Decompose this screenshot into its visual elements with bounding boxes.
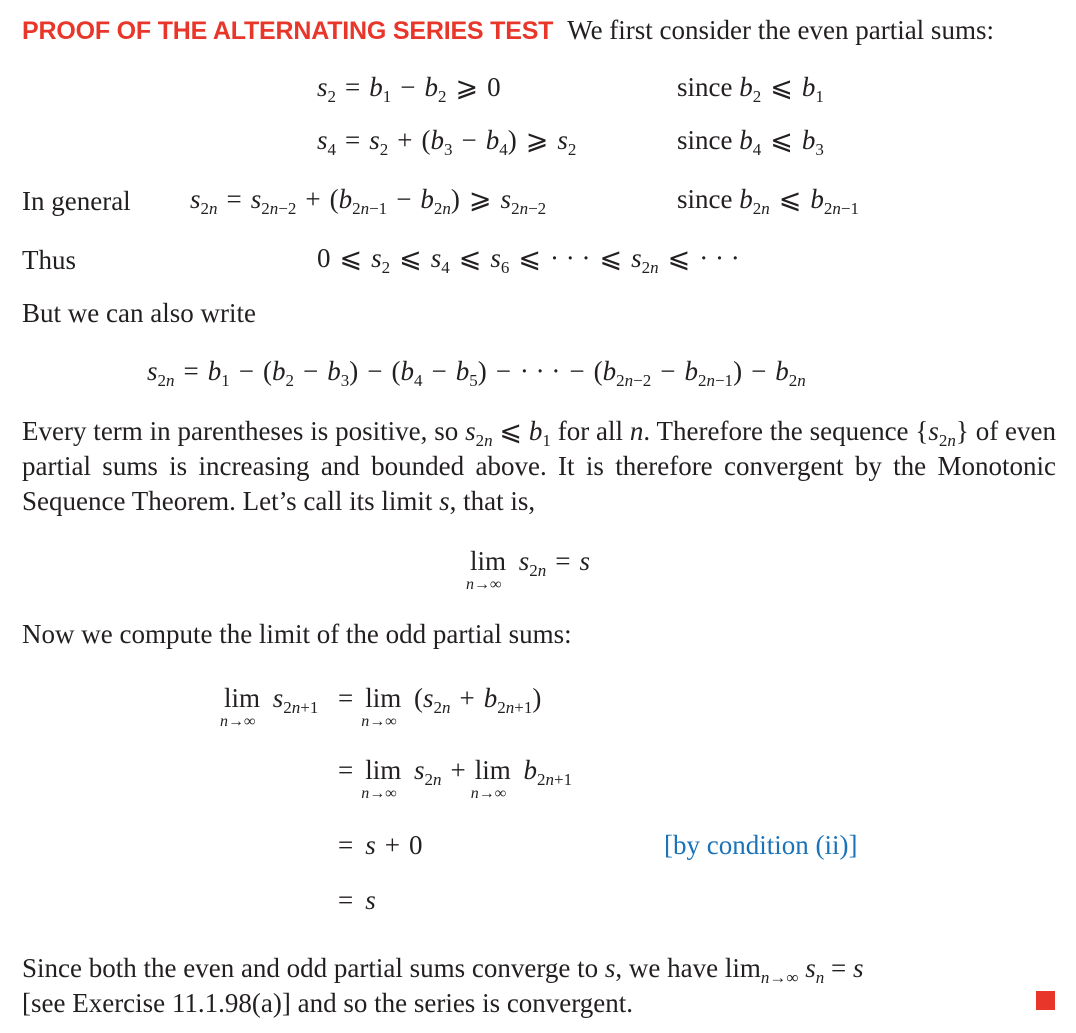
- heading-line: [22, 13, 994, 47]
- eq-odd-step4: = s: [338, 885, 376, 915]
- eq-odd-step2: = lim n→∞ $s_{2n} + \lim$ n→∞ $b_{2n+1}$: [338, 755, 573, 802]
- eq-s2: $s_2 = b_1 - b_2$ ⩾ 0: [317, 72, 501, 106]
- proof-heading: PROOF OF THE ALTERNATING SERIES TEST: [22, 17, 554, 45]
- end-of-proof-mark: [1036, 991, 1055, 1010]
- eq-s2n: $s_{2n} = s_{2n-2} + (b_{2n-1} - b_{2n})$ ⩾ $s_{2n-2}$: [190, 184, 547, 218]
- text-also-write: But we can also write: [22, 298, 256, 328]
- cond-s4: since $b_4$ ⩽ $b_3$: [677, 125, 824, 159]
- eq-odd-step1: = lim n→∞ $(s_{2n} + b_{2n+1})$: [338, 683, 542, 730]
- label-thus: Thus: [22, 245, 76, 275]
- eq-chain: 0 ⩽ $s_2$ ⩽ $s_4$ ⩽ $s_6$ ⩽ · · · ⩽ $s_{2n}$ ⩽ · · ·: [317, 243, 740, 277]
- eq-s4: $s_4 = s_2 + (b_3 - b_4)$ ⩾ $s_2$: [317, 125, 577, 159]
- intro-text: We first consider the even partial sums:: [567, 15, 994, 45]
- paragraph-bounded: Every term in parentheses is positive, so $s_{2n}$ ⩽ $b_1$ for all n. Therefore the sequence $\{s_{2n}\}$ of even partial sums is increasing and bounded above. It is therefore convergent by the Monotonic Sequence Theorem. Let’s call its limit s, that is,: [22, 416, 1056, 516]
- cond-s2: since $b_2$ ⩽ $b_1$: [677, 72, 824, 106]
- text-odd: Now we compute the limit of the odd partial sums:: [22, 619, 572, 649]
- condition-reference: [by condition (ii)]: [664, 830, 858, 860]
- label-in-general: In general: [22, 186, 131, 216]
- cond-s2n: since $b_{2n}$ ⩽ $b_{2n-1}$: [677, 184, 859, 218]
- eq-odd-step3: = s + 0: [338, 830, 423, 860]
- eq-odd-lhs: lim n→∞ $s_{2n+1}$: [220, 683, 319, 730]
- eq-s2n-expansion: $s_{2n} = b_1 - (b_2 - b_3) - (b_4 - b_5)$ − · · · − $(b_{2n-2} - b_{2n-1}) - b_{2n}$: [147, 356, 806, 390]
- eq-limit-even: lim n→∞ $s_{2n} = s$: [466, 546, 591, 593]
- paragraph-conclusion: Since both the even and odd partial sums converge to s, we have $\lim_{n\to\infty} s_n = s$ [see Exercise 11.1.98(a)] and so the series is convergent.: [22, 953, 864, 1018]
